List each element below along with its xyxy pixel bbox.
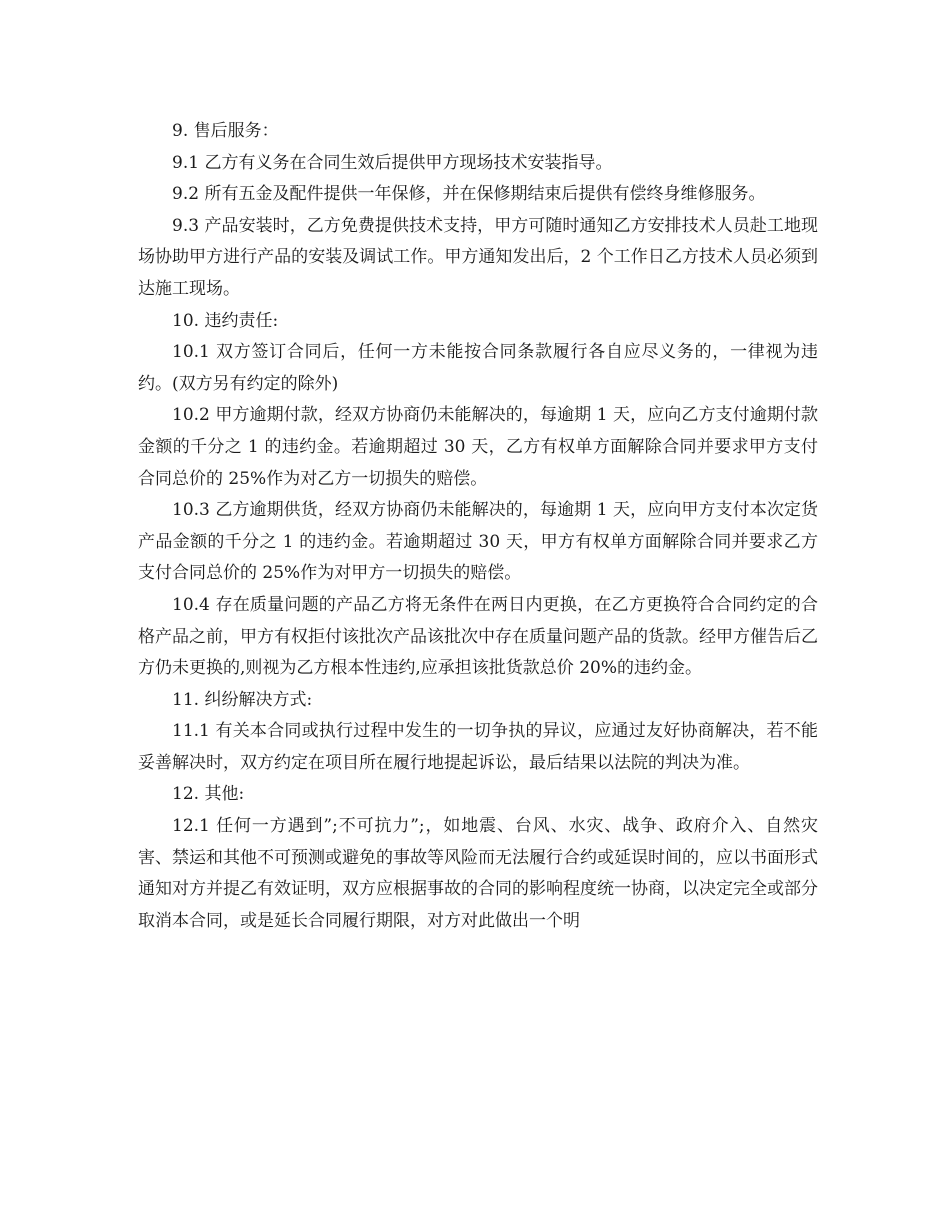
clause-10-2: 10.2 甲方逾期付款，经双方协商仍未能解决的，每逾期 1 天，应向乙方支付逾期付款金额的千分之 1 的违约金。若逾期超过 30 天，乙方有权单方面解除合同并要求甲方支付合同总价的 25%作为对乙方一切损失的赔偿。: [138, 405, 818, 489]
clause-9-1: 9.1 乙方有义务在合同生效后提供甲方现场技术安装指导。: [172, 152, 613, 173]
clause-12-1: 12.1 任何一方遇到”;不可抗力”;，如地震、台风、水灾、战争、政府介入、自然灾害、禁运和其他不可预测或避免的事故等风险而无法履行合约或延误时间的，应以书面形式通知对方并提乙有效证明，双方应根据事故的合同的影响程度统一协商，以决定完全或部分取消本合同，或是延长合同履行期限，对方对此做出一个明: [138, 816, 818, 931]
clause-11-1: 11.1 有关本合同或执行过程中发生的一切争执的异议，应通过友好协商解决，若不能妥善解决时，双方约定在项目所在履行地提起诉讼，最后结果以法院的判决为准。: [138, 721, 818, 773]
section-heading-breach: 10. 违约责任:: [172, 310, 279, 331]
clause-9-3: 9.3 产品安装时，乙方免费提供技术支持，甲方可随时通知乙方安排技术人员赴工地现场协助甲方进行产品的安装及调试工作。甲方通知发出后，2 个工作日乙方技术人员必须到达施工现场。: [138, 215, 818, 299]
clause-10-4: 10.4 存在质量问题的产品乙方将无条件在两日内更换，在乙方更换符合合同约定的合格产品之前，甲方有权拒付该批次产品该批次中存在质量问题产品的货款。经甲方催告后乙方仍未更换的,则视为乙方根本性违约,应承担该批货款总价 20%的违约金。: [138, 594, 818, 679]
clause-10-1: 10.1 双方签订合同后，任何一方未能按合同条款履行各自应尽义务的，一律视为违约。(双方另有约定的除外): [138, 342, 818, 394]
document-body: [138, 116, 818, 937]
clause-9-2: 9.2 所有五金及配件提供一年保修，并在保修期结束后提供有偿终身维修服务。: [172, 184, 766, 205]
clause-10-3: 10.3 乙方逾期供货，经双方协商仍未能解决的，每逾期 1 天，应向甲方支付本次定货产品金额的千分之 1 的违约金。若逾期超过 30 天，甲方有权单方面解除合同并要求乙方支付合同总价的 25%作为对甲方一切损失的赔偿。: [138, 500, 818, 584]
section-heading-dispute: 11. 纠纷解决方式:: [172, 689, 313, 710]
section-heading-after-sales: 9. 售后服务：: [172, 121, 279, 141]
section-heading-other: 12. 其他:: [172, 784, 245, 805]
